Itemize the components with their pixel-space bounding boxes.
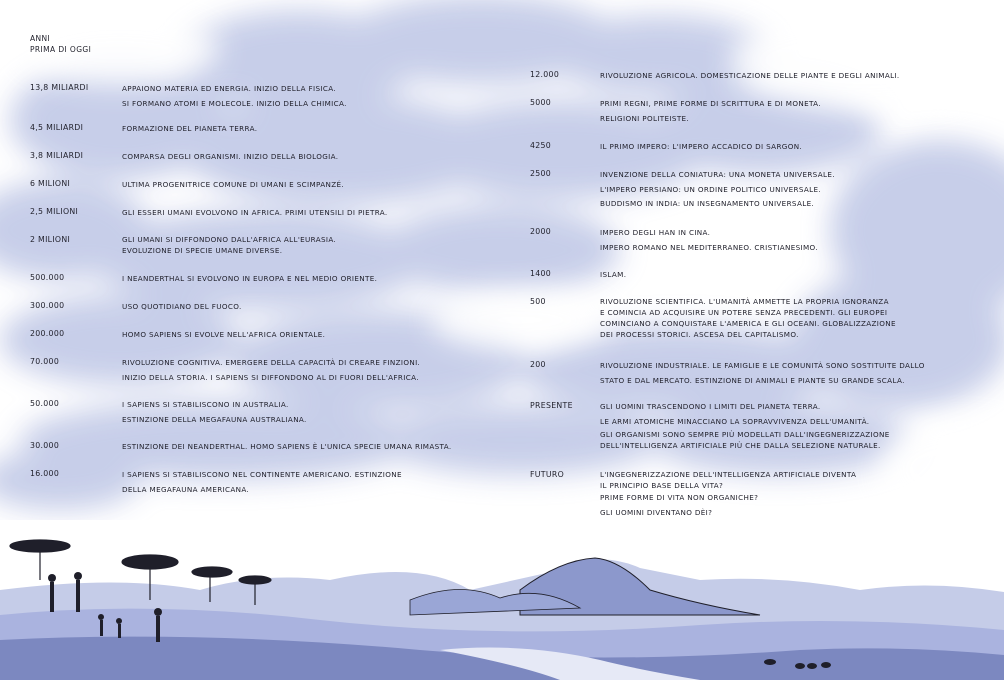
timeline-entry (530, 69, 970, 84)
timeline-entry (530, 268, 970, 283)
entry-year: FUTURO (530, 470, 565, 479)
entry-text (122, 206, 388, 221)
entry-year: 1400 (530, 269, 552, 278)
entry-line: IL PRIMO IMPERO: L'IMPERO ACCADICO DI SARGON. (600, 142, 803, 151)
entry-line: ISLAM. (600, 270, 627, 279)
entry-line: LE ARMI ATOMICHE MINACCIANO LA SOPRAVVIVENZA DELL'UMANITÀ. (600, 416, 870, 426)
entry-year: 70.000 (30, 357, 60, 366)
entry-year: 30.000 (30, 441, 60, 450)
entry-line: PRIMI REGNI, PRIME FORME DI SCRITTURA E DI MONETA. (600, 99, 821, 108)
entry-text (122, 398, 307, 427)
entry-line: L'IMPERO PERSIANO: UN ORDINE POLITICO UNIVERSALE. (600, 184, 822, 194)
entry-line: FORMAZIONE DEL PIANETA TERRA. (122, 124, 258, 133)
entry-line: COMINCIANO A CONQUISTARE L'AMERICA E GLI OCEANI. GLOBALIZZAZIONE (600, 319, 896, 328)
entry-line: INIZIO DELLA STORIA. I SAPIENS SI DIFFONDONO AL DI FUORI DELL'AFRICA. (122, 372, 419, 382)
entry-text (122, 272, 377, 287)
entry-year: 500 (530, 297, 546, 306)
entry-text (600, 226, 818, 255)
entry-year: 2500 (530, 169, 552, 178)
entry-line: DEI PROCESSI STORICI. ASCESA DEL CAPITALISMO. (600, 330, 799, 339)
entry-text (600, 268, 626, 283)
entry-text (600, 469, 856, 520)
entry-line: RIVOLUZIONE COGNITIVA. EMERGERE DELLA CAPACITÀ DI CREARE FINZIONI. (122, 358, 421, 367)
entry-line: ESTINZIONE DELLA MEGAFAUNA AUSTRALIANA. (122, 414, 307, 424)
timeline-entry (30, 272, 470, 287)
entry-text (122, 82, 347, 111)
entry-year: 12.000 (530, 70, 560, 79)
timeline-entry (530, 140, 970, 155)
entry-line: SI FORMANO ATOMI E MOLECOLE. INIZIO DELLA CHIMICA. (122, 98, 347, 108)
entry-line: RIVOLUZIONE INDUSTRIALE. LE FAMIGLIE E LE COMUNITÀ SONO SOSTITUITE DALLO (600, 361, 925, 370)
timeline-entry (530, 296, 970, 340)
entry-text (600, 168, 835, 212)
timeline-entry (30, 440, 470, 455)
entry-year: 6 MILIONI (30, 179, 71, 188)
timeline-entry (530, 226, 970, 255)
entry-line: APPAIONO MATERIA ED ENERGIA. INIZIO DELLA FISICA. (122, 84, 337, 93)
entry-year: 4,5 MILIARDI (30, 123, 84, 132)
timeline-entry (530, 168, 970, 212)
entry-text (600, 359, 925, 388)
entry-text (122, 122, 257, 137)
entry-line: BUDDISMO IN INDIA: UN INSEGNAMENTO UNIVERSALE. (600, 199, 815, 208)
savanna-landscape-illustration (0, 520, 1004, 680)
entry-line: PRIME FORME DI VITA NON ORGANICHE? (600, 493, 759, 502)
entry-line: GLI UOMINI DIVENTANO DÈI? (600, 507, 713, 517)
entry-text (122, 468, 402, 497)
entry-line: L'INGEGNERIZZAZIONE DELL'INTELLIGENZA ARTIFICIALE DIVENTA (600, 470, 857, 479)
entry-line: I SAPIENS SI STABILISCONO IN AUSTRALIA. (122, 400, 289, 409)
entry-line: RELIGIONI POLITEISTE. (600, 113, 690, 123)
header-line-2: PRIMA DI OGGI (30, 45, 92, 54)
entry-text (122, 150, 338, 165)
entry-line: IMPERO DEGLI HAN IN CINA. (600, 228, 711, 237)
entry-year: 200.000 (30, 329, 65, 338)
entry-line: IMPERO ROMANO NEL MEDITERRANEO. CRISTIANESIMO. (600, 242, 818, 252)
entry-year: 4250 (530, 141, 552, 150)
entry-line: RIVOLUZIONE SCIENTIFICA. L'UMANITÀ AMMETTE LA PROPRIA IGNORANZA (600, 297, 889, 306)
timeline-entry (30, 300, 470, 315)
entry-line: INVENZIONE DELLA CONIATURA: UNA MONETA UNIVERSALE. (600, 170, 835, 179)
entry-text (122, 328, 325, 343)
entry-line: HOMO SAPIENS SI EVOLVE NELL'AFRICA ORIENTALE. (122, 330, 326, 339)
timeline-entry (30, 178, 470, 193)
timeline-entry (530, 469, 970, 520)
header-line-1: ANNI (30, 34, 51, 43)
entry-line: ULTIMA PROGENITRICE COMUNE DI UMANI E SCIMPANZÉ. (122, 180, 345, 189)
entry-line: GLI UMANI SI DIFFONDONO DALL'AFRICA ALL'EURASIA. (122, 235, 337, 244)
entry-text (122, 356, 420, 385)
timeline-entry (30, 82, 470, 111)
entry-text (122, 440, 452, 455)
entry-year: 500.000 (30, 273, 65, 282)
entry-line: DELL'INTELLIGENZA ARTIFICIALE PIÙ CHE DALLA SELEZIONE NATURALE. (600, 441, 881, 450)
entry-line: USO QUOTIDIANO DEL FUOCO. (122, 302, 242, 311)
entry-line: COMPARSA DEGLI ORGANISMI. INIZIO DELLA BIOLOGIA. (122, 152, 339, 161)
entry-line: GLI ESSERI UMANI EVOLVONO IN AFRICA. PRIMI UTENSILI DI PIETRA. (122, 208, 388, 217)
entry-year: 16.000 (30, 469, 60, 478)
timeline-entry (30, 328, 470, 343)
timeline-entry (30, 234, 470, 256)
entry-text (600, 296, 896, 340)
entry-line: I SAPIENS SI STABILISCONO NEL CONTINENTE AMERICANO. ESTINZIONE (122, 470, 402, 479)
timeline-entry (30, 150, 470, 165)
entry-text (122, 178, 344, 193)
entry-year: 3,8 MILIARDI (30, 151, 84, 160)
entry-text (600, 97, 821, 126)
entry-line: DELLA MEGAFAUNA AMERICANA. (122, 484, 250, 494)
timeline-entry (30, 122, 470, 137)
entry-line: GLI ORGANISMI SONO SEMPRE PIÙ MODELLATI DALL'INGEGNERIZZAZIONE (600, 430, 890, 439)
timeline-entry (530, 97, 970, 126)
timeline-entry (30, 206, 470, 221)
timeline-entry (30, 468, 470, 497)
entry-line: IL PRINCIPIO BASE DELLA VITA? (600, 481, 724, 490)
entry-year: 5000 (530, 98, 552, 107)
timeline-entry (530, 400, 970, 451)
entry-text (600, 400, 890, 451)
timeline-entry (30, 356, 470, 385)
timeline-entry (530, 359, 970, 388)
entry-year: 200 (530, 360, 546, 369)
entry-year: 300.000 (30, 301, 65, 310)
entry-text (600, 140, 802, 155)
entry-year: 2 MILIONI (30, 235, 71, 244)
entry-line: E COMINCIA AD ACQUISIRE UN POTERE SENZA PRECEDENTI. GLI EUROPEI (600, 308, 888, 317)
entry-year: PRESENTE (530, 401, 573, 410)
entry-year: 2,5 MILIONI (30, 207, 79, 216)
entry-line: GLI UOMINI TRASCENDONO I LIMITI DEL PIANETA TERRA. (600, 402, 821, 411)
entry-year: 13,8 MILIARDI (30, 83, 89, 92)
entry-text (122, 234, 336, 256)
column-header (30, 33, 91, 55)
entry-text (122, 300, 242, 315)
timeline-entry (30, 398, 470, 427)
entry-year: 50.000 (30, 399, 60, 408)
entry-line: ESTINZIONE DEI NEANDERTHAL. HOMO SAPIENS È L'UNICA SPECIE UMANA RIMASTA. (122, 442, 452, 451)
entry-year: 2000 (530, 227, 552, 236)
entry-line: RIVOLUZIONE AGRICOLA. DOMESTICAZIONE DELLE PIANTE E DEGLI ANIMALI. (600, 71, 900, 80)
entry-line: STATO E DAL MERCATO. ESTINZIONE DI ANIMALI E PIANTE SU GRANDE SCALA. (600, 375, 905, 385)
entry-line: EVOLUZIONE DI SPECIE UMANE DIVERSE. (122, 246, 283, 255)
entry-text (600, 69, 900, 84)
entry-line: I NEANDERTHAL SI EVOLVONO IN EUROPA E NEL MEDIO ORIENTE. (122, 274, 378, 283)
